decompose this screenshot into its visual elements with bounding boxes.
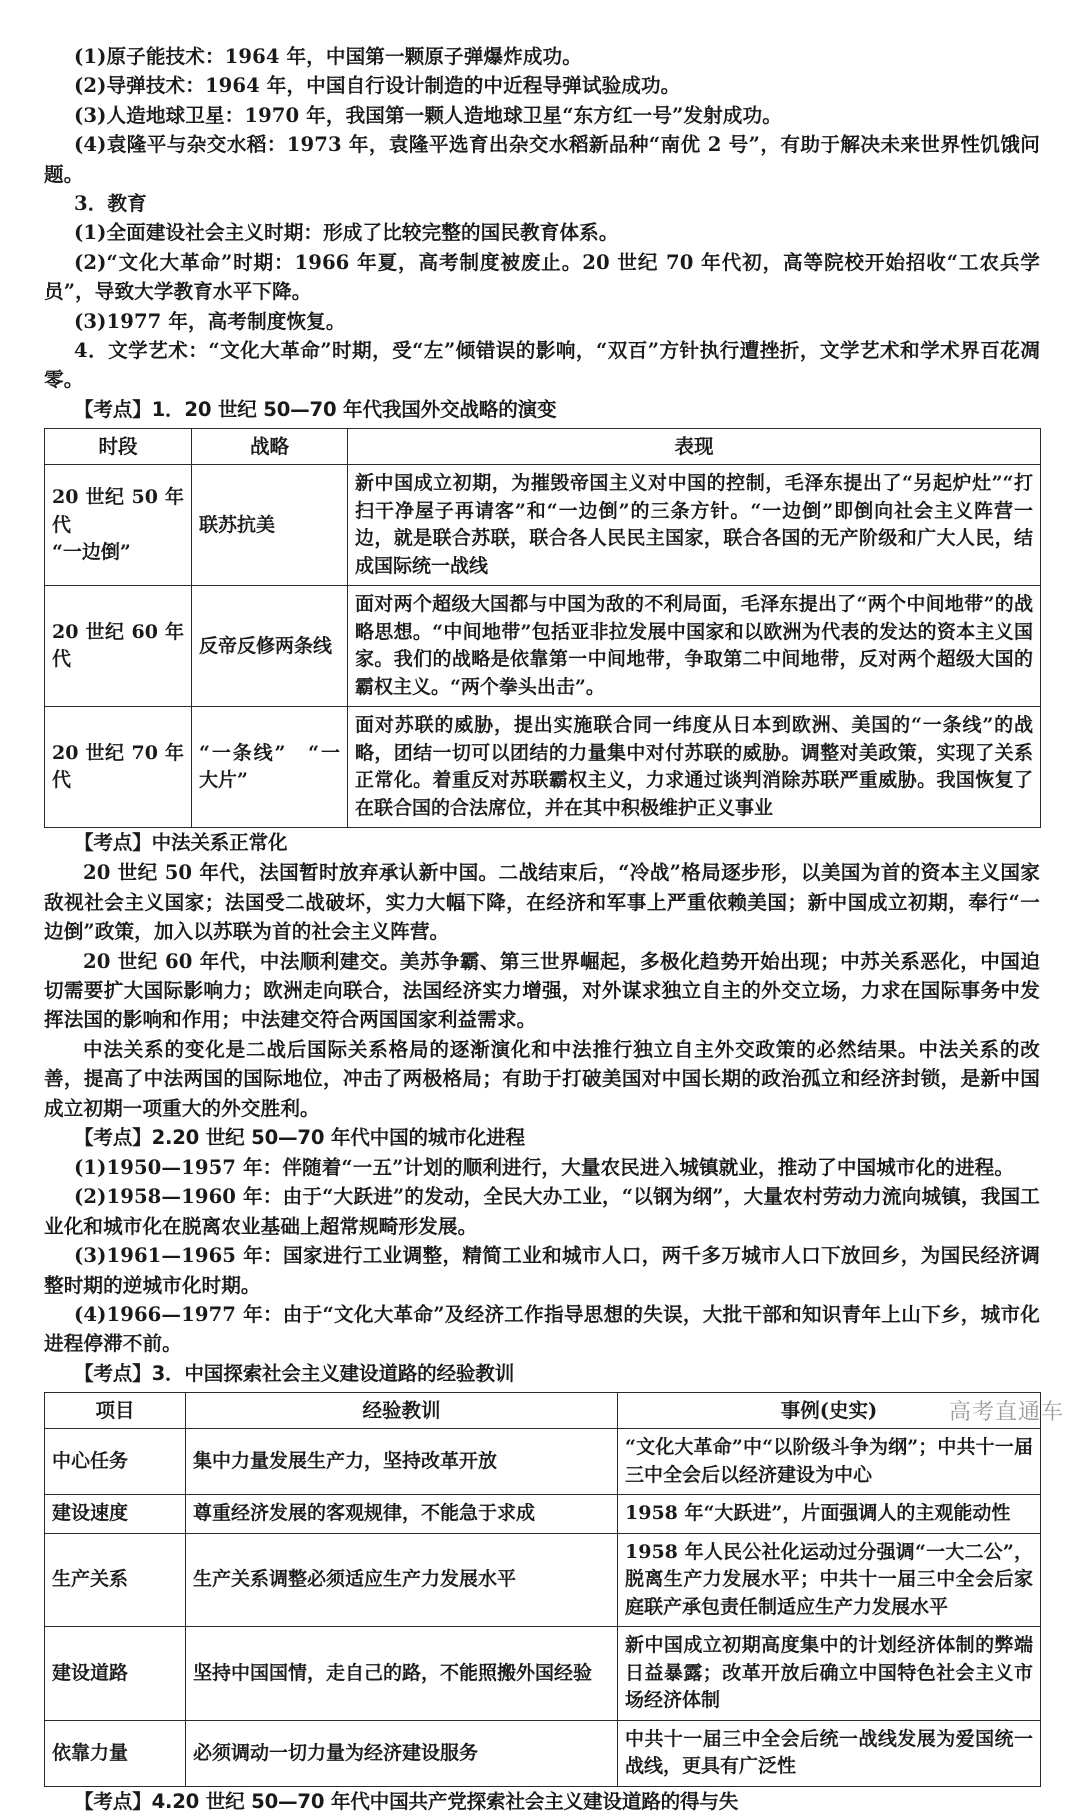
cell-lesson: 生产关系调整必须适应生产力发展水平: [186, 1533, 618, 1627]
section-heading-education: 3．教育: [74, 192, 147, 216]
column-header-example: 事例(史实): [618, 1392, 1041, 1429]
table-row: [45, 707, 1041, 828]
list-item-hybrid-rice: (4)袁隆平与杂交水稻：1973 年，袁隆平选育出杂交水稻新品种“南优 2 号”，有助于解决未来世界性饥饿问题。: [44, 133, 1040, 186]
france-paragraph-3: 中法关系的变化是二战后国际关系格局的逐渐演化和中法推行独立自主外交政策的必然结果。中法关系的改善，提高了中法两国的国际地位，冲击了两极格局；有助于打破美国对中国长期的政治孤立和经济封锁，是新中国成立初期一项重大的外交胜利。: [44, 1037, 1040, 1120]
cell-example: 1958 年“大跃进”，片面强调人的主观能动性: [618, 1495, 1041, 1534]
cell-item: 建设速度: [45, 1495, 186, 1534]
kaodian-heading-france: 【考点】中法关系正常化: [74, 831, 288, 855]
urbanization-item-4: (4)1966—1977 年：由于“文化大革命”及经济工作指导思想的失误，大批干部和知识青年上山下乡，城市化进程停滞不前。: [44, 1303, 1040, 1356]
table-diplomatic-strategy: [44, 428, 1041, 829]
table-header-row: [45, 1392, 1041, 1429]
document-body: [44, 42, 1040, 1817]
table-row: [45, 1627, 1041, 1721]
cell-example: 中共十一届三中全会后统一战线发展为爱国统一战线，更具有广泛性: [618, 1720, 1041, 1786]
table-row: [45, 1720, 1041, 1786]
watermark-brand: 高考直通车: [948, 1400, 1064, 1425]
education-item-1: (1)全面建设社会主义时期：形成了比较完整的国民教育体系。: [74, 221, 619, 245]
kaodian-heading-2: 【考点】2.20 世纪 50—70 年代中国的城市化进程: [74, 1126, 525, 1150]
education-item-2: (2)“文化大革命”时期：1966 年夏，高考制度被废止。20 世纪 70 年代初，高等院校开始招收“工农兵学员”，导致大学教育水平下降。: [44, 250, 1040, 304]
column-header-manifestation: 表现: [348, 428, 1041, 465]
urbanization-item-2: (2)1958—1960 年：由于“大跃进”的发动，全民大办工业，“以钢为纲”，大量农村劳动力流向城镇，我国工业化和城市化在脱离农业基础上超常规畸形发展。: [44, 1185, 1040, 1238]
table-row: [45, 1533, 1041, 1627]
table-row: [45, 1495, 1041, 1534]
cell-period: 20 世纪 60 年代: [45, 586, 192, 707]
cell-manifestation: 面对苏联的威胁，提出实施联合同一纬度从日本到欧洲、美国的“一条线”的战略，团结一切可以团结的力量集中对付苏联的威胁。调整对美政策，实现了关系正常化。着重反对苏联霸权主义，力求通过谈判消除苏联严重威胁。我国恢复了在联合国的合法席位，并在其中积极维护正义事业: [348, 707, 1041, 828]
cell-item: 依靠力量: [45, 1720, 186, 1786]
cell-manifestation: 面对两个超级大国都与中国为敌的不利局面，毛泽东提出了“两个中间地带”的战略思想。“中间地带”包括亚非拉发展中国家和以欧洲为代表的发达的资本主义国家。我们的战略是依靠第一中间地带，争取第二中间地带，反对两个超级大国的霸权主义。“两个拳头出击”。: [348, 586, 1041, 707]
table-lessons-learned: [44, 1392, 1041, 1787]
section-paragraph-literature-art: 4．文学艺术：“文化大革命”时期，受“左”倾错误的影响，“双百”方针执行遭挫折，文学艺术和学术界百花凋零。: [44, 339, 1040, 392]
table-row: [45, 1429, 1041, 1495]
list-item-atomic-energy: (1)原子能技术：1964 年，中国第一颗原子弹爆炸成功。: [74, 45, 582, 68]
france-paragraph-1: 20 世纪 50 年代，法国暂时放弃承认新中国。二战结束后，“冷战”格局逐步形，以美国为首的资本主义国家敌视社会主义国家；法国受二战破坏，实力大幅下降，在经济和军事上严重依赖美国；新中国成立初期，奉行“一边倒”政策，加入以苏联为首的社会主义阵营。: [44, 861, 1040, 944]
cell-item: 生产关系: [45, 1533, 186, 1627]
table-row: [45, 586, 1041, 707]
list-item-satellite: (3)人造地球卫星：1970 年，我国第一颗人造地球卫星“东方红一号”发射成功。: [74, 103, 782, 127]
list-item-missile-tech: (2)导弹技术：1964 年，中国自行设计制造的中近程导弹试验成功。: [74, 74, 681, 98]
kaodian-heading-1: 【考点】1．20 世纪 50—70 年代我国外交战略的演变: [74, 397, 557, 421]
cell-lesson: 尊重经济发展的客观规律，不能急于求成: [186, 1495, 618, 1534]
education-item-3: (3)1977 年，高考制度恢复。: [74, 309, 346, 333]
cell-item: 建设道路: [45, 1627, 186, 1721]
cell-strategy: 联苏抗美: [192, 465, 348, 586]
kaodian-heading-4: 【考点】4.20 世纪 50—70 年代中国共产党探索社会主义建设道路的得与失: [74, 1789, 739, 1813]
cell-lesson: 坚持中国国情，走自己的路，不能照搬外国经验: [186, 1627, 618, 1721]
cell-example: “文化大革命”中“以阶级斗争为纲”；中共十一届三中全会后以经济建设为中心: [618, 1429, 1041, 1495]
france-paragraph-2: 20 世纪 60 年代，中法顺利建交。美苏争霸、第三世界崛起，多极化趋势开始出现；中苏关系恶化，中国迫切需要扩大国际影响力；欧洲走向联合，法国经济实力增强，对外谋求独立自主的外交立场，力求在国际事务中发挥法国的影响和作用；中法建交符合两国国家利益需求。: [44, 949, 1040, 1032]
column-header-lesson: 经验教训: [186, 1392, 618, 1429]
cell-example: 1958 年人民公社化运动过分强调“一大二公”，脱离生产力发展水平；中共十一届三中全会后家庭联产承包责任制适应生产力发展水平: [618, 1533, 1041, 1627]
cell-strategy: “一条线” “一大片”: [192, 707, 348, 828]
urbanization-item-1: (1)1950—1957 年：伴随着“一五”计划的顺利进行，大量农民进入城镇就业，推动了中国城市化的进程。: [74, 1156, 1015, 1180]
cell-strategy: 反帝反修两条线: [192, 586, 348, 707]
column-header-item: 项目: [45, 1392, 186, 1429]
cell-period: 20 世纪 50 年代 “一边倒”: [45, 465, 192, 586]
cell-period: 20 世纪 70 年代: [45, 707, 192, 828]
table-row: [45, 465, 1041, 586]
cell-manifestation: 新中国成立初期，为摧毁帝国主义对中国的控制，毛泽东提出了“另起炉灶”“打扫干净屋子再请客”和“一边倒”的三条方针。“一边倒”即倒向社会主义阵营一边，就是联合苏联，联合各人民民主国家，联合各国的无产阶级和广大人民，结成国际统一战线: [348, 465, 1041, 586]
cell-item: 中心任务: [45, 1429, 186, 1495]
column-header-period: 时段: [45, 428, 192, 465]
cell-lesson: 集中力量发展生产力，坚持改革开放: [186, 1429, 618, 1495]
cell-lesson: 必须调动一切力量为经济建设服务: [186, 1720, 618, 1786]
cell-example: 新中国成立初期高度集中的计划经济体制的弊端日益暴露；改革开放后确立中国特色社会主义市场经济体制: [618, 1627, 1041, 1721]
column-header-strategy: 战略: [192, 428, 348, 465]
urbanization-item-3: (3)1961—1965 年：国家进行工业调整，精简工业和城市人口，两千多万城市人口下放回乡，为国民经济调整时期的逆城市化时期。: [44, 1244, 1040, 1297]
table-header-row: [45, 428, 1041, 465]
kaodian-heading-3: 【考点】3．中国探索社会主义建设道路的经验教训: [74, 1361, 515, 1385]
